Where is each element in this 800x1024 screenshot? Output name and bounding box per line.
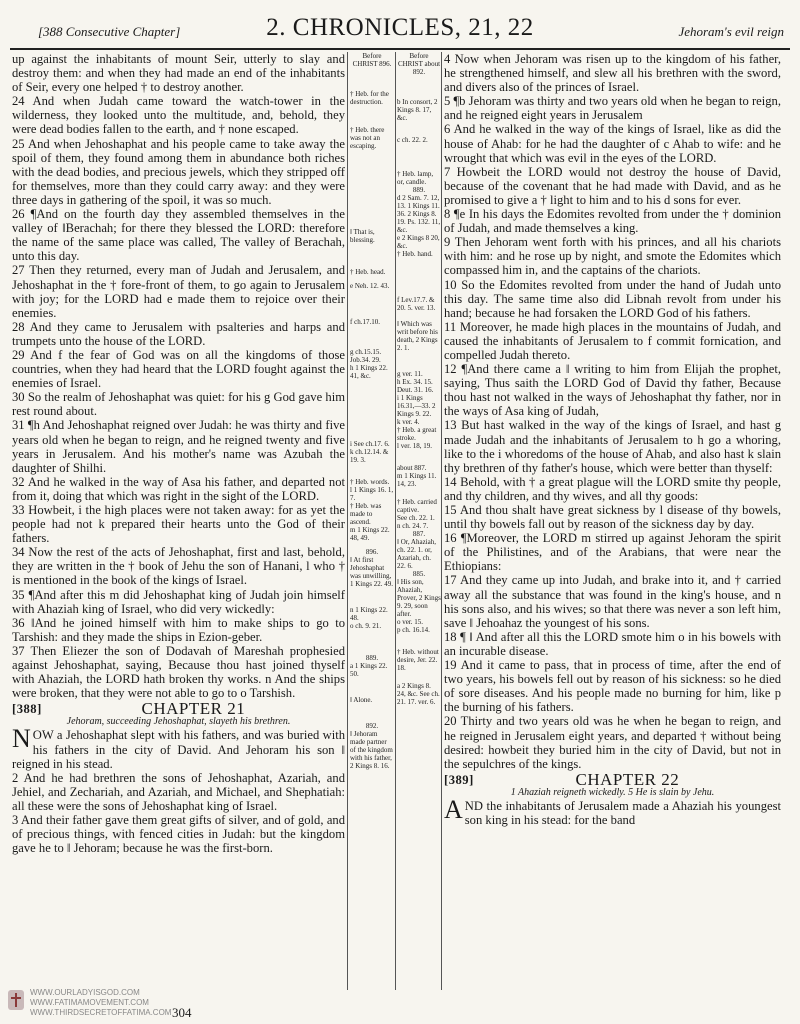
margin-note: a 1 Kings 22. 50.	[350, 662, 388, 678]
margin-note: † Heb. without desire, Jer. 22. 18.	[397, 648, 439, 672]
margin-note: b In consort, 2 Kings 8. 17, &c.	[397, 98, 438, 122]
column-divider-left	[347, 52, 348, 990]
verse: 6 And he walked in the way of the kings of Israel, like as did the house of Ahab: for he had the daughter of c Ahab to wife: and he wrought that which was evil in the eyes of the LORD.	[444, 122, 781, 165]
verse: up against the inhabitants of mount Seir, utterly to slay and destroy them: and when they had made an end of the inhabitants of Seir, every one helped † to destroy another.	[12, 52, 345, 95]
margin-note: f Lev.17.7. & 20. 5. ver. 13.	[397, 296, 436, 312]
verse: 34 Now the rest of the acts of Jehoshaphat, first and last, behold, they are written in the † book of Jehu the son of Hanani, l who † is mentioned in the book of the kings of Israel.	[12, 545, 345, 588]
margin-note: p ch. 16.14.	[397, 626, 430, 634]
margin-note: about 887.	[397, 464, 427, 472]
column-divider-mid	[395, 52, 396, 990]
verse: 14 Behold, with † a great plague will the LORD smite thy people, and thy children, and thy wives, and all thy goods:	[444, 474, 781, 503]
consecutive-chapter-label: [388 Consecutive Chapter]	[38, 24, 181, 39]
verse-1-text: ND the inhabitants of Jerusalem made a Ahaziah his youngest son king in his stead: for the band	[464, 798, 781, 827]
margin-note: a 2 Kings 8. 24, &c. See ch. 21. 17. ver. 6.	[397, 682, 440, 706]
verse: 5 ¶b Jehoram was thirty and two years old when he began to reign, and he reigned eight years in Jerusalem	[444, 94, 781, 123]
verse: 29 And f the fear of God was on all the kingdoms of those countries, when they had heard that the LORD fought against the enemies of Israel.	[12, 347, 345, 391]
verse: 27 Then they returned, every man of Judah and Jerusalem, and Jehoshaphat in the † fore-front of them, to go again to Jerusalem with joy; for the LORD had e made them to rejoice over their enemies.	[12, 263, 345, 320]
margin-note: l ver. 18, 19.	[397, 442, 432, 450]
verse: 10 So the Edomites revolted from under the hand of Judah unto this day. The same time also did Libnah revolt from under his hand; because he had forsaken the LORD God of his fathers.	[444, 277, 781, 320]
verse: 19 And it came to pass, that in process of time, after the end of two years, his bowels fell out by reason of his sickness: so he died of sore diseases. And his people made no burning for him, like p the burning of his fathers.	[444, 658, 781, 715]
margin-note: ‖ Alone.	[350, 696, 373, 704]
verse: 26 ¶And on the fourth day they assembled themselves in the valley of ‖Berachah; for there they blessed the LORD: therefore the name of the same place was called, The valley of Berachah, unto this day.	[12, 207, 345, 264]
margin-note: l 1 Kings 16. 1, 7.	[350, 486, 394, 502]
margin-note: 896.	[365, 548, 379, 556]
verse: 35 ¶And after this m did Jehoshaphat king of Judah join himself with Ahaziah king of Israel, who did very wickedly:	[12, 587, 345, 616]
chapter-22-summary: 1 Ahaziah reigneth wickedly. 5 He is slain by Jehu.	[510, 786, 715, 798]
margin-note: † Heb. words.	[350, 478, 390, 486]
verse-1-text: OW a Jehoshaphat slept with his fathers, and was buried with his fathers in the city of David. And Jehoram his son ‖ reigned in his stead.	[12, 728, 345, 771]
footer-url: WWW.THIRDSECRETOFFATIMA.COM	[30, 1008, 172, 1017]
dropcap-a: A	[444, 794, 463, 824]
margin-note: See ch. 22. 1.	[397, 514, 435, 522]
verse: 31 ¶h And Jehoshaphat reigned over Judah: he was thirty and five years old when he began to reign, and he reigned twenty and five years in Jerusalem. And his mother's name was Azubah the daughter of Shilhi.	[12, 418, 345, 475]
header-rule	[10, 48, 790, 50]
verse: 3 And their father gave them great gifts of silver, and of gold, and of precious things, with fenced cities in Judah: but the kingdom gave he to ‖ Jehoram; because he was the first-born.	[12, 812, 345, 856]
margin-note: ‖ Which was writ before his death, 2 Kings 2. 1.	[397, 320, 438, 352]
margin-note: m 1 Kings 11. 14, 23.	[397, 472, 437, 488]
verse: 16 ¶Moreover, the LORD m stirred up against Jehoram the spirit of the Philistines, and of the Arabians, that were near the Ethiopians:	[444, 531, 781, 574]
margin-note: † Heb. there was not an escaping.	[350, 126, 385, 150]
margin-note: Before CHRIST about 892.	[397, 52, 441, 76]
margin-note: † Heb. carried captive.	[397, 498, 437, 514]
verse: 8 ¶e In his days the Edomites revolted from under the † dominion of Judah, and made themselves a king.	[444, 207, 781, 236]
margin-note: o ver. 15.	[397, 618, 424, 626]
verse: 4 Now when Jehoram was risen up to the kingdom of his father, he strengthened himself, and slew all his brethren with the sword, and divers also of the princes of Israel.	[444, 52, 781, 95]
book-title: 2. CHRONICLES, 21, 22	[266, 14, 534, 41]
verse: 7 Howbeit the LORD would not destroy the house of David, because of the covenant that he had made with David, and as he promised to give a † light to him and to his d sons for ever.	[444, 164, 781, 207]
margin-note: k ver. 4.	[397, 418, 420, 426]
chapter-21-verse-1	[12, 724, 345, 771]
chapter-22-number: [389]	[444, 772, 474, 787]
verse: 20 Thirty and two years old was he when he began to reign, and he reigned in Jerusalem eight years, and departed † without being desired: howbeit they buried him in the city of David, but not in the sepulchres of the kings.	[444, 714, 781, 771]
margin-note: Before CHRIST 896.	[352, 52, 392, 68]
margin-note: m 1 Kings 22. 48, 49.	[350, 526, 390, 542]
verse: 28 And they came to Jerusalem with psalteries and harps and trumpets unto the house of the LORD.	[12, 319, 345, 348]
margin-note: ‖ His son, Ahaziah, Prover, 2 Kings 9. 29, soon after.	[397, 578, 441, 618]
chapter-22-title: CHAPTER 22	[575, 769, 680, 789]
margin-note: n ch. 24. 7.	[397, 522, 429, 530]
column-divider-right	[441, 52, 442, 990]
margin-note: 892.	[365, 722, 379, 730]
footer-url: WWW.FATIMAMOVEMENT.COM	[30, 998, 149, 1007]
verse: 32 And he walked in the way of Asa his father, and departed not from it, doing that which was right in the sight of the LORD.	[12, 474, 345, 503]
verse: 37 Then Eliezer the son of Dodavah of Mareshah prophesied against Jehoshaphat, saying, Because thou hast joined thyself with Ahaziah, the LORD hath broken thy works. n And the ships were broken, that they were not able to go to o Tarshish.	[12, 643, 345, 701]
margin-note: † Heb. hand.	[397, 250, 433, 258]
margin-note: ‖ At first Jehoshaphat was unwilling, 1 Kings 22. 49.	[350, 556, 393, 588]
margin-note: † Heb. was made to ascend.	[350, 502, 382, 526]
left-column	[12, 52, 345, 1002]
page-number: 304	[172, 1005, 192, 1020]
margin-note: f ch.17.10.	[350, 318, 380, 326]
margin-note: † Heb. lamp, or, candle.	[397, 170, 434, 186]
verse: 17 And they came up into Judah, and brake into it, and † carried away all the substance that was found in the king's house, and n his sons also, and his wives; so that there was never a son left him, save ‖ Jehoahaz the youngest of his sons.	[444, 573, 781, 630]
footer-url: WWW.OURLADYISGOD.COM	[30, 988, 140, 997]
chapter-21-heading	[12, 699, 345, 719]
margin-note: 885.	[412, 570, 426, 578]
margin-note: c ch. 22. 2.	[397, 136, 428, 144]
fatima-logo-icon	[6, 988, 26, 1012]
running-title: Jehoram's evil reign	[678, 24, 784, 39]
verse: 33 Howbeit, i the high places were not taken away: for as yet the people had not k prepared their hearts unto the God of their fathers.	[12, 503, 345, 546]
margin-note: g ver. 11.	[397, 370, 423, 378]
right-margin-notes	[397, 52, 441, 982]
footer-urls	[30, 988, 171, 1018]
margin-note: ‖ Jehoram made partner of the kingdom with his father, 2 Kings 8. 16.	[350, 730, 393, 770]
margin-note: 889.	[365, 654, 379, 662]
margin-note: o ch. 9. 21.	[350, 622, 382, 630]
verse: 15 And thou shalt have great sickness by l disease of thy bowels, until thy bowels fall out by reason of the sickness day by day.	[444, 503, 781, 532]
verse: 24 And when Judah came toward the watch-tower in the wilderness, they looked unto the multitude, and, behold, they were dead bodies fallen to the earth, and † none escaped.	[12, 94, 345, 137]
left-margin-notes	[350, 52, 394, 982]
verse: 12 ¶And there came a ‖ writing to him from Elijah the prophet, saying, Thus saith the LORD God of David thy father, Because thou hast not walked in the ways of Jehoshaphat thy father, nor in the ways of Asa king of Judah,	[444, 362, 781, 419]
margin-note: e 2 Kings 8 20, &c.	[397, 234, 440, 250]
verse: 25 And when Jehoshaphat and his people came to take away the spoil of them, they found among them in abundance both riches with the dead bodies, and precious jewels, which they stripped off for themselves, more than they could carry away: and they were three days in gathering of the spoil, it was so much.	[12, 136, 345, 207]
right-column	[444, 52, 781, 1007]
margin-note: n 1 Kings 22. 48.	[350, 606, 388, 622]
dropcap-n: N	[12, 724, 31, 754]
margin-note: † Heb. head.	[350, 268, 386, 276]
margin-note: i See ch.17. 6.	[350, 440, 390, 448]
chapter-22-verse-1	[444, 794, 781, 827]
chapter-21-summary: Jehoram, succeeding Jehoshaphat, slayeth his brethren.	[66, 716, 291, 728]
margin-note: ‖ That is, blessing.	[350, 228, 375, 244]
chapter-21-number: [388]	[12, 702, 42, 717]
chapter-21-title: CHAPTER 21	[141, 699, 246, 719]
margin-note: d 2 Sam. 7. 12, 13. 1 Kings 11. 36. 2 Kings 8. 19. Ps. 132. 11, &c.	[397, 194, 441, 234]
margin-note: ‖ Or, Ahaziah, ch. 22. 1. or, Azariah, ch. 22. 6.	[397, 538, 437, 570]
verse: 9 Then Jehoram went forth with his princes, and all his chariots with him: and he rose up by night, and smote the Edomites which compassed him in, and the captains of the chariots.	[444, 235, 781, 278]
verse: 18 ¶ ‖ And after all this the LORD smote him o in his bowels with an incurable disease.	[444, 629, 781, 658]
margin-note: h Ex. 34. 15. Deut. 31. 16.	[397, 378, 434, 394]
page-header	[10, 8, 790, 48]
margin-note: e Neh. 12. 43.	[350, 282, 390, 290]
verse: 30 So the realm of Jehoshaphat was quiet: for his g God gave him rest round about.	[12, 390, 345, 419]
chapter-22-heading	[444, 769, 781, 789]
margin-note: 889.	[412, 186, 426, 194]
margin-note: i 1 Kings 16.31,—33. 2 Kings 9. 22.	[397, 394, 436, 418]
verse: 2 And he had brethren the sons of Jehoshaphat, Azariah, and Jehiel, and Zechariah, and Azariah, and Michael, and Shephatiah: all these were the sons of Jehoshaphat king of Israel.	[12, 770, 345, 813]
margin-note: g ch.15.15. Job.34. 29.	[350, 348, 382, 364]
verse: 11 Moreover, he made high places in the mountains of Judah, and caused the inhabitants of Jerusalem to f commit fornication, and compelled Judah thereto.	[444, 319, 781, 362]
verse: 36 ‖And he joined himself with him to make ships to go to Tarshish: and they made the ships in Ezion-geber.	[12, 615, 345, 644]
verse: 13 But hast walked in the way of the kings of Israel, and hast g made Judah and the inhabitants of Jerusalem to h go a whoring, like to the i whoredoms of the house of Ahab, and also hast k slain thy brethren of thy father's house, which were better than thyself:	[444, 418, 781, 475]
margin-note: † Heb. a great stroke.	[397, 426, 437, 442]
margin-note: 887.	[412, 530, 426, 538]
margin-note: k ch.12.14. & 19. 3.	[350, 448, 389, 464]
margin-note: † Heb. for the destruction.	[350, 90, 389, 106]
margin-note: h 1 Kings 22. 41, &c.	[350, 364, 388, 380]
